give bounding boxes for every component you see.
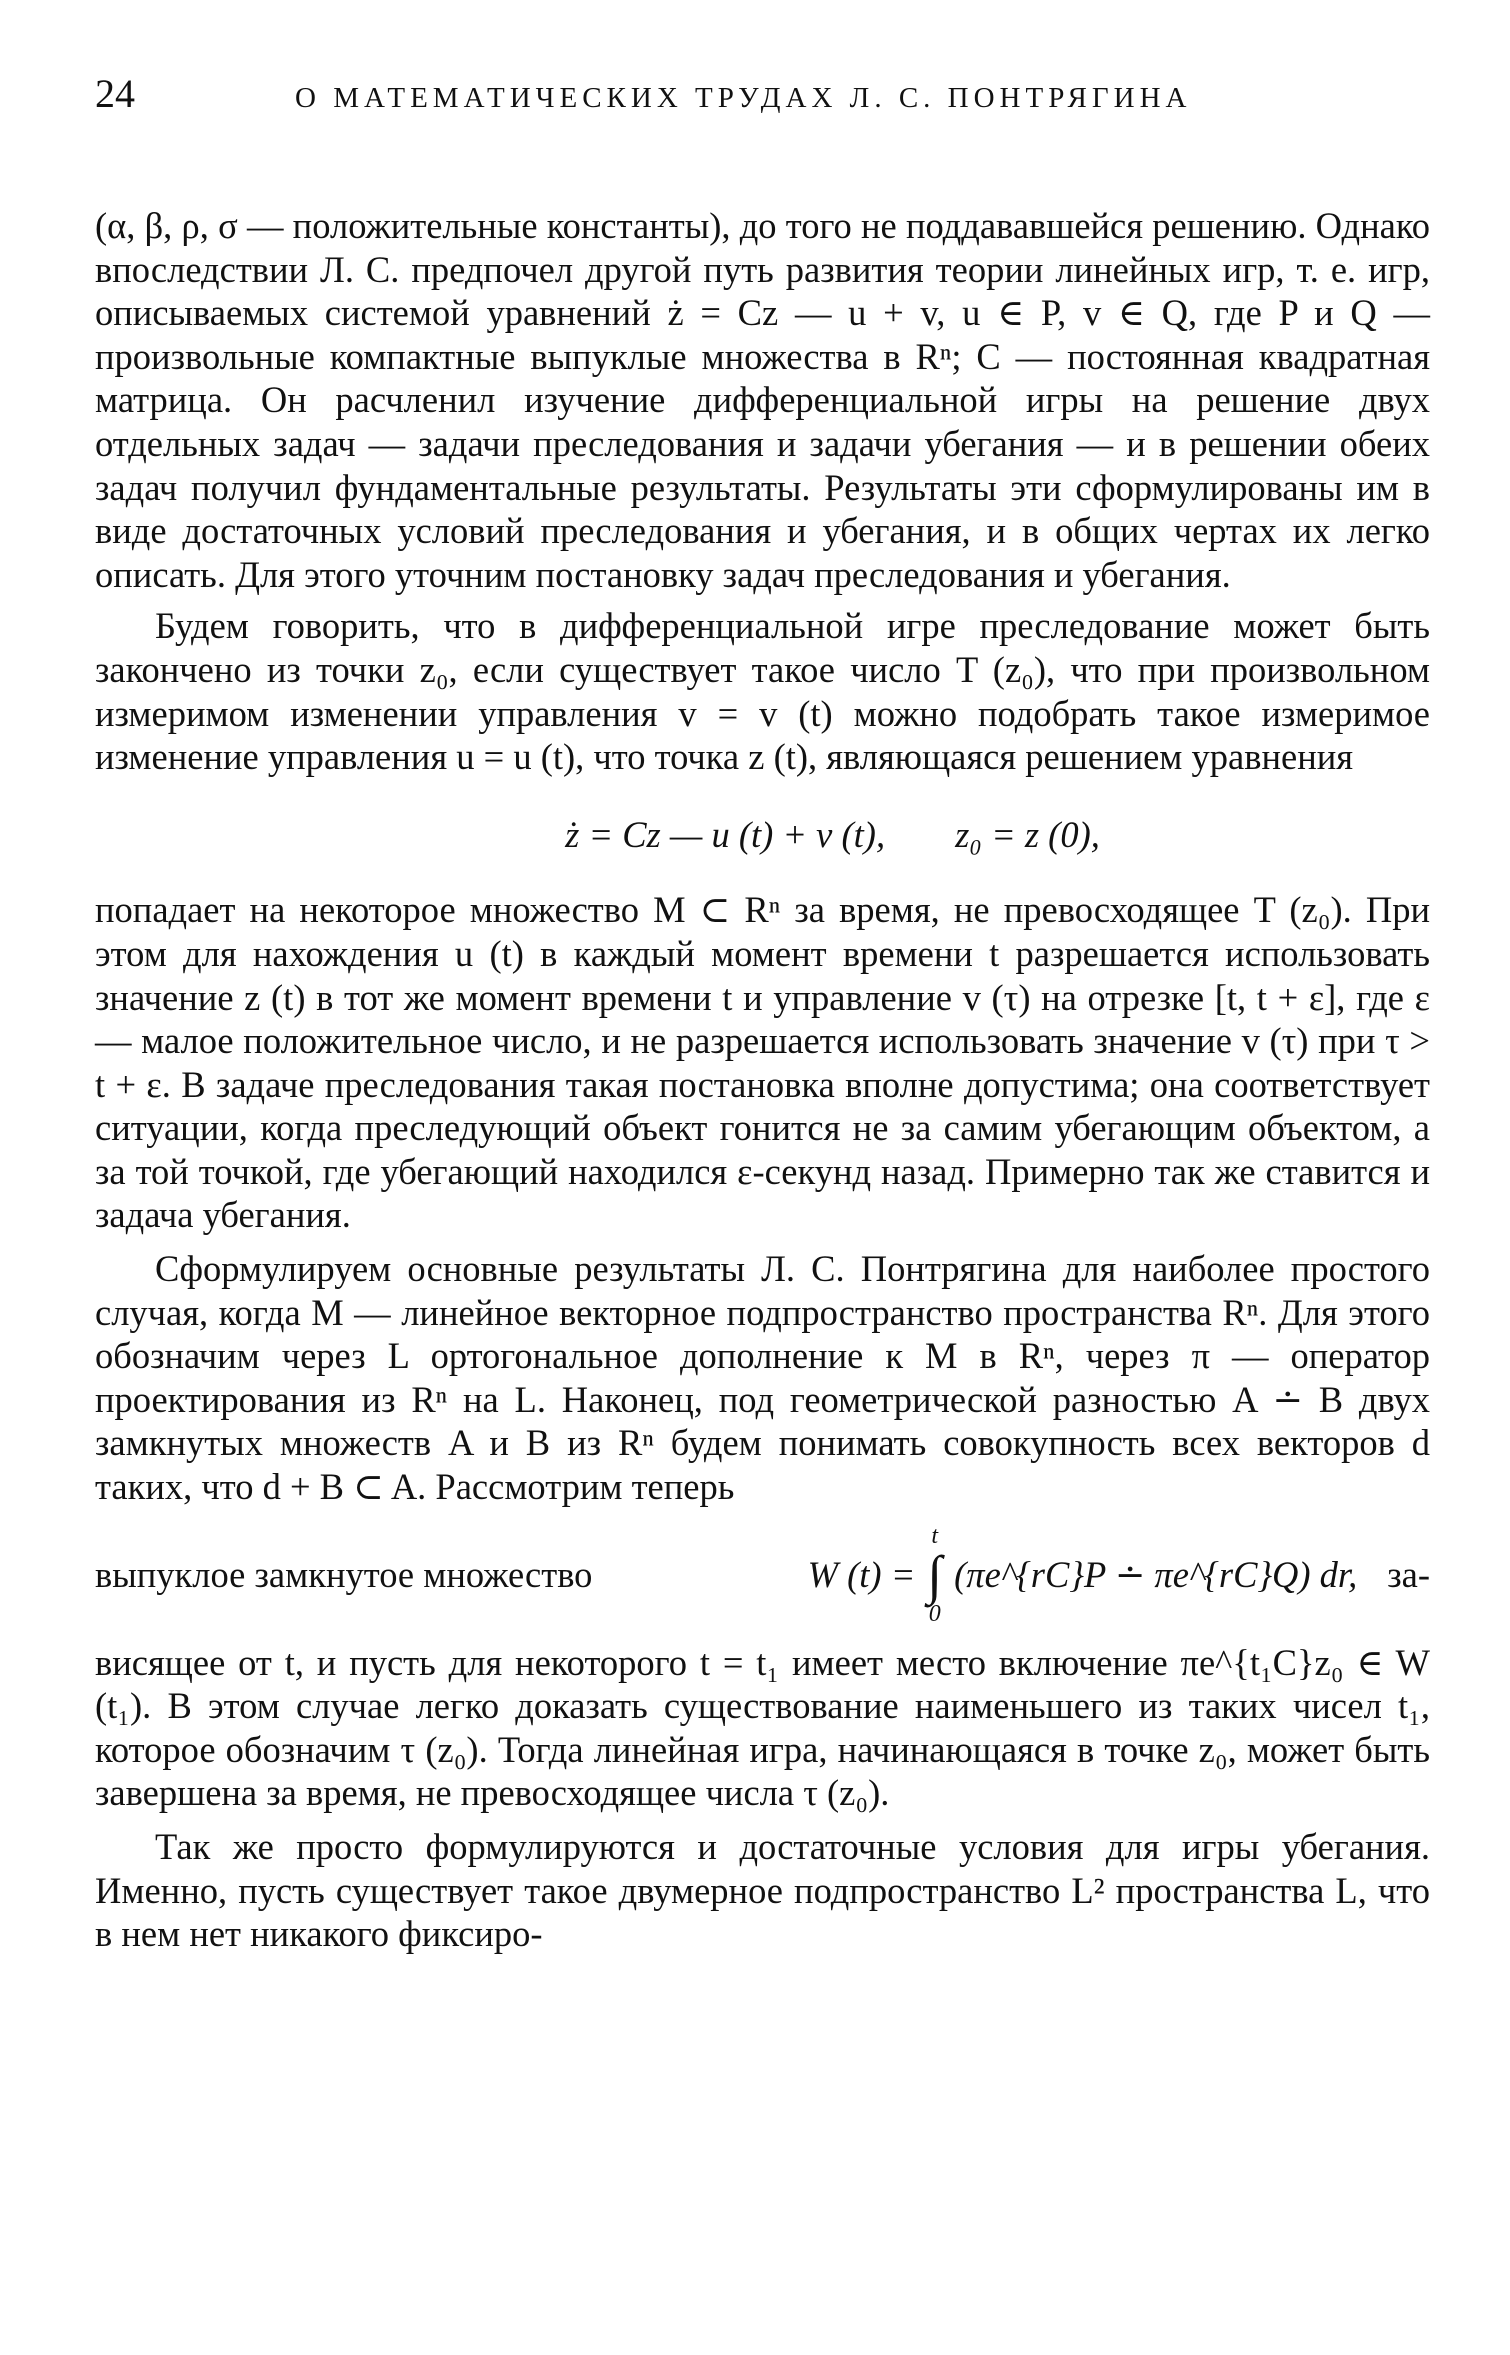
paragraph-5: висящее от t, и пусть для некоторого t = t₁ имеет место включение πe^{t₁C}z₀ ∈ W (t₁). В этом случае легко доказать существование наименьшего из таких чисел t₁, которое обозначим τ (z₀). Тогда линейная игра, начинающаяся в точке z₀, может быть завершена за время, не превосходящее числа τ (z₀). — [95, 1641, 1430, 1814]
paragraph-1: (α, β, ρ, σ — положительные константы), до того не поддававшейся решению. Однако впоследствии Л. С. предпочел другой путь развития теории линейных игр, т. е. игр, описываемых системой уравнений ż = Cz — u + v, u ∈ P, v ∈ Q, где P и Q — произвольные компактные выпуклые множества в Rⁿ; C — постоянная квадратная матрица. Он расчленил изучение дифференциальной игры на решение двух отдельных задач — задачи преследования и задачи убегания — и в решении обеих задач получил фундаментальные результаты. Результаты эти сформулированы им в виде достаточных условий преследования и убегания, и в общих чертах их легко описать. Для этого уточним постановку задач преследования и убегания. — [95, 205, 1430, 595]
integral-upper-limit: t — [931, 1522, 939, 1549]
running-title: О МАТЕМАТИЧЕСКИХ ТРУДАХ Л. С. ПОНТРЯГИНА — [295, 82, 1192, 114]
integral-lower-limit: 0 — [928, 1600, 941, 1627]
integral-lhs: W (t) = — [807, 1554, 916, 1596]
paragraph-6: Так же просто формулируются и достаточные условия для игры убегания. Именно, пусть существует такое двумерное подпространство L² пространства L, что в нем нет никакого фиксиро- — [95, 1826, 1430, 1955]
integral-sign — [927, 1524, 942, 1626]
integral-suffix: за- — [1387, 1554, 1430, 1596]
equation-right: z₀ = z (0), — [955, 813, 1100, 855]
integral-prefix: выпуклое замкнутое множество — [95, 1554, 593, 1596]
page-number: 24 — [95, 71, 135, 116]
paragraph-2: Будем говорить, что в дифференциальной игре преследование может быть закончено из точки z₀, если существует такое число T (z₀), что при произвольном измеримом изменении управления v = v (t) можно подобрать такое измеримое изменение управления u = u (t), что точка z (t), являющаяся решением уравнения — [95, 605, 1430, 778]
integrand: (πe^{rC}P ∸ πe^{rC}Q) dr, — [954, 1554, 1358, 1596]
display-equation — [95, 813, 1430, 857]
running-head — [95, 70, 1430, 126]
integral-symbol: ∫ — [927, 1544, 943, 1605]
paragraph-4: Сформулируем основные результаты Л. С. Понтрягина для наиболее простого случая, когда M — линейное векторное подпространство пространства Rⁿ. Для этого обозначим через L ортогональное дополнение к M в Rⁿ, через π — оператор проектирования из Rⁿ на L. Наконец, под геометрической разностью A ∸ B двух замкнутых множеств A и B из Rⁿ будем понимать совокупность всех векторов d таких, что d + B ⊂ A. Рассмотрим теперь — [95, 1248, 1430, 1508]
integral-line — [95, 1515, 1430, 1635]
paragraph-3: попадает на некоторое множество M ⊂ Rⁿ за время, не превосходящее T (z₀). При этом для нахождения u (t) в каждый момент времени t разрешается использовать значение z (t) в тот же момент времени t и управление v (τ) на отрезке [t, t + ε], где ε — малое положительное число, и не разрешается использовать значение v (τ) при τ > t + ε. В задаче преследования такая постановка вполне допустима; она соответствует ситуации, когда преследующий объект гонится не за самим убегающим объектом, а за той точкой, где убегающий находился ε-секунд назад. Примерно так же ставится и задача убегания. — [95, 889, 1430, 1236]
equation-left: ż = Cz — u (t) + v (t), — [565, 813, 886, 855]
